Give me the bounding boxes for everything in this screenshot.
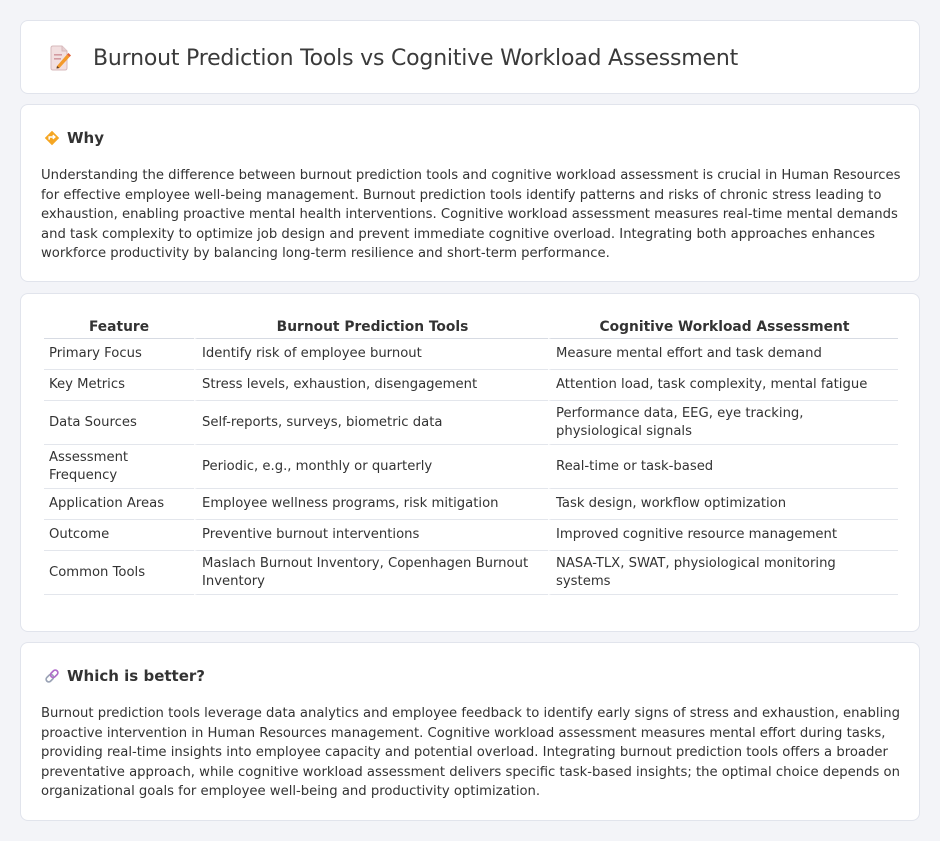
feature-cell: Outcome <box>44 520 194 551</box>
workload-cell: Improved cognitive resource management <box>548 520 898 551</box>
feature-cell: Primary Focus <box>44 339 194 370</box>
table-row <box>44 445 898 489</box>
burnout-cell: Employee wellness programs, risk mitigation <box>194 489 548 520</box>
why-section <box>20 104 920 282</box>
table-row <box>44 489 898 520</box>
why-heading <box>44 129 104 147</box>
workload-cell: Attention load, task complexity, mental fatigue <box>548 370 898 401</box>
which-is-better-section <box>20 642 920 821</box>
workload-cell: Real-time or task-based <box>548 445 898 489</box>
table-row <box>44 370 898 401</box>
better-heading <box>44 667 205 685</box>
column-header: Burnout Prediction Tools <box>194 316 548 339</box>
feature-cell: Common Tools <box>44 551 194 595</box>
workload-cell: Measure mental effort and task demand <box>548 339 898 370</box>
feature-cell: Data Sources <box>44 401 194 445</box>
burnout-cell: Periodic, e.g., monthly or quarterly <box>194 445 548 489</box>
burnout-cell: Identify risk of employee burnout <box>194 339 548 370</box>
why-title: Why <box>67 129 105 147</box>
better-text: Burnout prediction tools leverage data analytics and employee feedback to identify early signs of stress and exhaustion, enabling proactive intervention in Human Resources management. Cognitive workload assessment measures mental effort during tasks, providing real-time insights into employee capacity and potential overload. Integrating burnout prediction tools offers a broader preventative approach, while cognitive workload assessment delivers specific task-based insights; the optimal choice depends on organizational goals for employee well-being and productivity optimization. <box>41 706 900 799</box>
table-row <box>44 401 898 445</box>
burnout-cell: Self-reports, surveys, biometric data <box>194 401 548 445</box>
workload-cell: Performance data, EEG, eye tracking, physiological signals <box>548 401 898 445</box>
table-header-row <box>44 316 898 339</box>
better-title: Which is better? <box>67 667 205 685</box>
table-row <box>44 551 898 595</box>
burnout-cell: Stress levels, exhaustion, disengagement <box>194 370 548 401</box>
edit-document-icon <box>49 45 71 71</box>
why-text: Understanding the difference between burnout prediction tools and cognitive workload assessment is crucial in Human Resources for effective employee well-being management. Burnout prediction tools identify patterns and risks of chronic stress leading to exhaustion, enabling proactive mental health interventions. Cognitive workload assessment measures real-time mental demands and task complexity to optimize job design and prevent immediate cognitive overload. Integrating both approaches enhances workforce productivity by balancing long-term resilience and short-term performance. <box>41 168 901 261</box>
diamond-sign-icon <box>44 130 60 146</box>
column-header: Cognitive Workload Assessment <box>548 316 898 339</box>
table-row <box>44 339 898 370</box>
feature-cell: Key Metrics <box>44 370 194 401</box>
feature-cell: Application Areas <box>44 489 194 520</box>
header <box>49 45 738 71</box>
workload-cell: NASA-TLX, SWAT, physiological monitoring systems <box>548 551 898 595</box>
comparison-section <box>20 293 920 632</box>
table-row <box>44 520 898 551</box>
link-icon <box>44 668 60 684</box>
burnout-cell: Maslach Burnout Inventory, Copenhagen Burnout Inventory <box>194 551 548 595</box>
workload-cell: Task design, workflow optimization <box>548 489 898 520</box>
burnout-cell: Preventive burnout interventions <box>194 520 548 551</box>
feature-cell: Assessment Frequency <box>44 445 194 489</box>
page-title: Burnout Prediction Tools vs Cognitive Workload Assessment <box>93 45 739 71</box>
column-header: Feature <box>44 316 194 339</box>
comparison-table <box>44 316 898 595</box>
header-card <box>20 20 920 94</box>
